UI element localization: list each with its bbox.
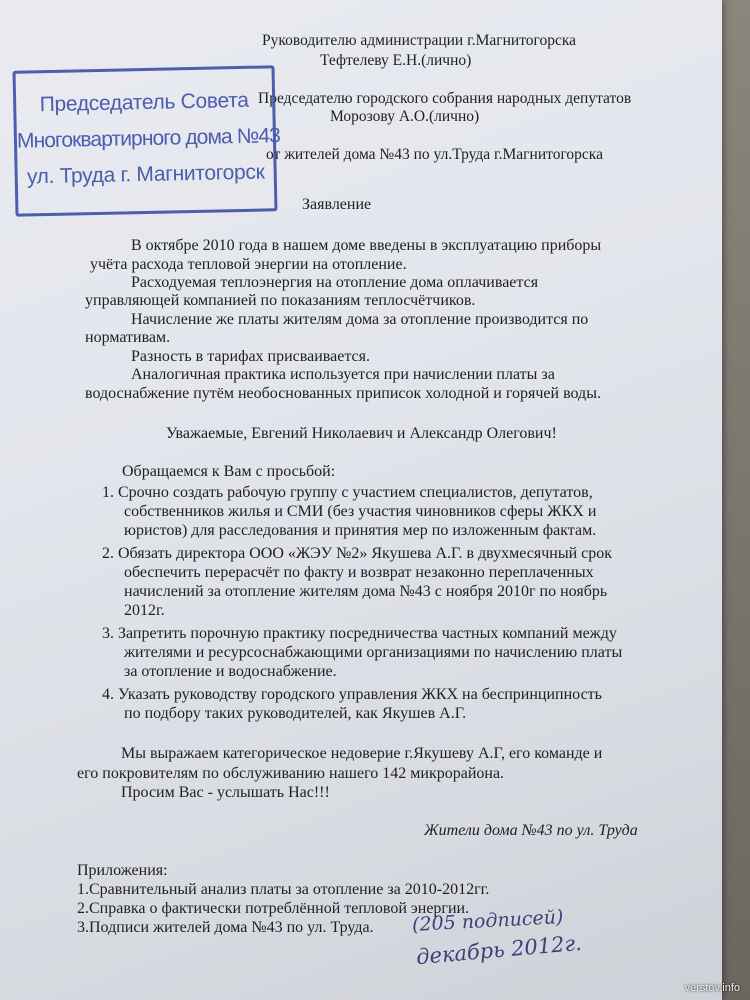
request-line: жителями и ресурсоснабжающими организациями по начислению платы — [124, 644, 623, 661]
document-title: Заявление — [302, 196, 372, 213]
sender-line: от жителей дома №43 по ул.Труда г.Магнитогорска — [266, 146, 603, 163]
stamp-line-3: ул. Труда г. Магнитогорск — [26, 160, 265, 189]
request-line: 3. Запретить порочную практику посредничества частных компаний между — [102, 625, 617, 642]
body-line: Разность в тарифах присваивается. — [131, 348, 370, 365]
body-line: Начисление же платы жителям дома за отопление производится по — [131, 311, 589, 328]
attachment-item: 2.Справка о фактически потреблённой тепловой энергии. — [77, 900, 470, 917]
request-line: 1. Срочно создать рабочую группу с участием специалистов, депутатов, — [102, 484, 593, 501]
body-line: водоснабжение путём необоснованных приписок холодной и горячей воды. — [85, 385, 601, 402]
request-line: 2012г. — [124, 602, 165, 619]
request-line: собственников жилья и СМИ (без участия чиновников сферы ЖКХ и — [124, 503, 597, 520]
signature-line: Жители дома №43 по ул. Труда — [424, 822, 638, 839]
closing-line: его покровителям по обслуживанию нашего 142 микрорайона. — [77, 765, 505, 782]
request-line: по подбору таких руководителей, как Якушев А.Г. — [124, 705, 467, 722]
handwritten-date: декабрь 2012г. — [415, 930, 583, 970]
stamp — [12, 65, 281, 216]
closing-line: Просим Вас - услышать Нас!!! — [121, 784, 330, 801]
addressee-2-line-1: Председателю городского собрания народных депутатов — [258, 90, 632, 107]
addressee-2-line-2: Морозову А.О.(лично) — [330, 108, 480, 125]
request-line: обеспечить перерасчёт по факту и возврат незаконно переплаченных — [124, 564, 594, 581]
attachment-item: 1.Сравнительный анализ платы за отопление за 2010-2012гг. — [77, 881, 490, 898]
body-line: В октябре 2010 года в нашем доме введены в эксплуатацию приборы — [131, 237, 602, 254]
request-line: юристов) для расследования и принятия мер по изложенным фактам. — [124, 522, 597, 539]
watermark: verstov.info — [684, 982, 740, 994]
request-line: 2. Обязать директора ООО «ЖЭУ №2» Якушева А.Г. в двухмесячный срок — [102, 545, 613, 562]
handwritten-signature-count: (205 подписей) — [411, 906, 564, 936]
stamp-line-2: Многоквартирного дома №43 — [16, 124, 281, 153]
body-line: Аналогичная практика используется при начислении платы за — [131, 366, 555, 383]
request-line: 4. Указать руководству городского управления ЖКХ на беспринципность — [102, 686, 602, 703]
stamp-line-1: Председатель Совета — [39, 88, 249, 117]
addressee-1-line-2: Тефтелеву Е.Н.(лично) — [320, 52, 472, 69]
request-line: начислений за отопление жителям дома №43 с ноября 2010г по ноябрь — [124, 583, 608, 600]
closing-line: Мы выражаем категорическое недоверие г.Якушеву А.Г, его команде и — [121, 745, 603, 762]
attachments-heading: Приложения: — [77, 862, 168, 879]
body-line: учёта расхода тепловой энергии на отопление. — [90, 256, 407, 273]
body-line: управляющей компанией по показаниям теплосчётчиков. — [85, 292, 476, 309]
request-line: за отопление и водоснабжение. — [124, 663, 337, 680]
addressee-1-line-1: Руководителю администрации г.Магнитогорска — [262, 32, 577, 49]
body-line: Расходуемая теплоэнергия на отопление дома оплачивается — [131, 274, 539, 291]
attachment-item: 3.Подписи жителей дома №43 по ул. Труда. — [77, 919, 374, 936]
request-intro: Обращаемся к Вам с просьбой: — [122, 463, 336, 480]
body-line: нормативам. — [85, 329, 171, 346]
greeting: Уважаемые, Евгений Николаевич и Александр Олегович! — [166, 425, 557, 442]
